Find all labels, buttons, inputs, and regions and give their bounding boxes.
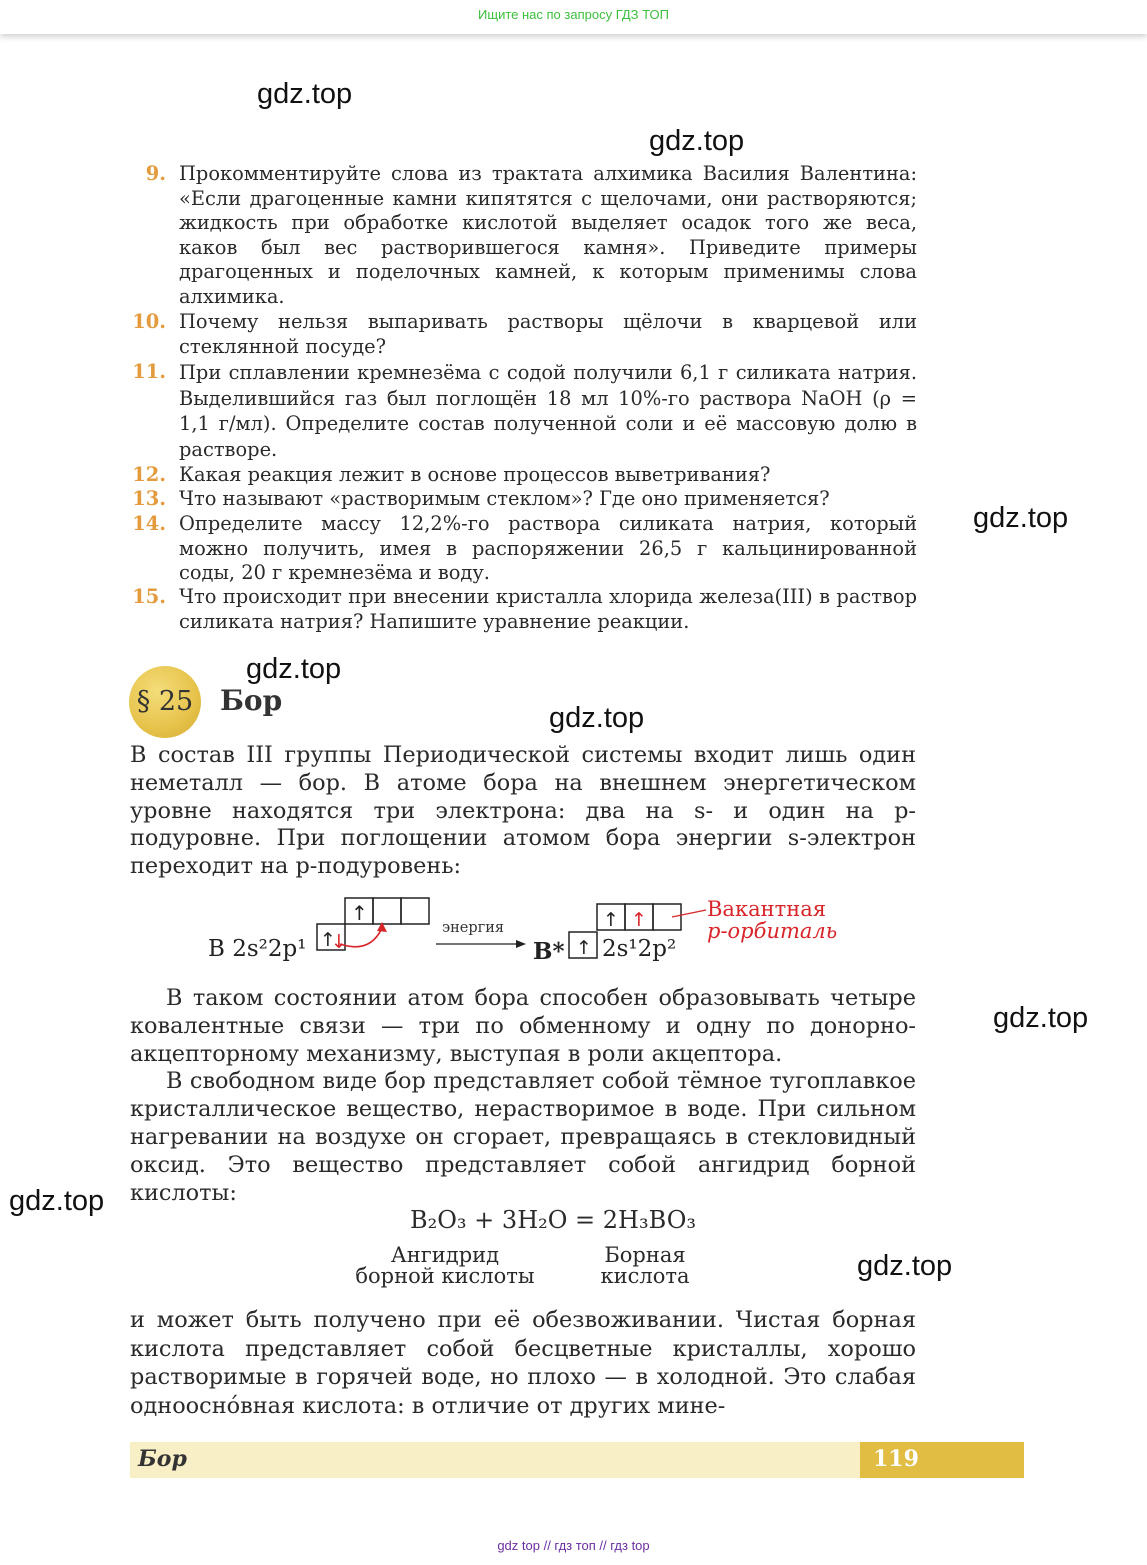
vacant-label bbox=[707, 898, 837, 942]
energy-arrowhead-icon bbox=[516, 940, 526, 948]
question-text: Определите массу 12,2%-го раствора силиката натрия, который можно получить, имея в распоряжении 26,5 г кальцинированной соды, 20 г кремнезёма и воду. bbox=[179, 512, 917, 585]
watermark: gdz.top bbox=[993, 1002, 1089, 1034]
left-config-label: B 2s²2p¹ bbox=[208, 936, 307, 962]
equation-label-left bbox=[345, 1245, 545, 1287]
vacant-label-line1: Вакантная bbox=[707, 897, 826, 921]
equation-label-right bbox=[590, 1245, 700, 1287]
b-star-label: B* bbox=[533, 938, 565, 965]
vacant-pointer-line bbox=[672, 910, 706, 917]
watermark: gdz.top bbox=[549, 702, 645, 734]
question-number: 9. bbox=[145, 162, 166, 185]
watermark: gdz.top bbox=[246, 653, 342, 685]
watermark: gdz.top bbox=[973, 502, 1069, 534]
eq-label-left-line1: Ангидрид bbox=[390, 1243, 500, 1267]
down-arrow-icon: ↓ bbox=[331, 931, 347, 953]
up-arrow-icon: ↑ bbox=[320, 929, 336, 951]
up-arrow-icon: ↑ bbox=[351, 901, 368, 925]
section-badge: § 25 bbox=[129, 666, 201, 738]
watermark: gdz.top bbox=[257, 78, 353, 110]
paragraph-3-text: и может быть получено при её обезвоживании. Чистая борная кислота представляет собой бесцветные кристаллы, хорошо растворимые в горячей воде, но плохо — в холодной. Это слабая одноосно́вная кислота: в отличие от других мине- bbox=[130, 1307, 916, 1419]
section-title: Бор bbox=[220, 684, 283, 717]
watermark: gdz.top bbox=[649, 125, 745, 157]
eq-label-right-line2: кислота bbox=[600, 1264, 690, 1288]
top-banner: Ищите нас по запросу ГДЗ ТОП bbox=[0, 0, 1147, 34]
question-number: 11. bbox=[132, 360, 166, 383]
question-text: Почему нельзя выпаривать растворы щёлочи в кварцевой или стеклянной посуде? bbox=[179, 310, 917, 358]
question-number: 14. bbox=[132, 512, 166, 535]
paragraph-1 bbox=[130, 985, 916, 1207]
question-text: При сплавлении кремнезёма с содой получили 6,1 г силиката натрия. Выделившийся газ был поглощён 18 мл 10%-го раствора NaOH (ρ = 1,1 г/мл). Определите состав полученной соли и её массовую долю в растворе. bbox=[179, 361, 917, 461]
watermark: gdz.top bbox=[857, 1250, 953, 1282]
question-number: 10. bbox=[132, 310, 166, 333]
vacant-label-line2: p-орбиталь bbox=[707, 919, 838, 943]
eq-label-right-line1: Борная bbox=[604, 1243, 686, 1267]
up-arrow-icon: ↑ bbox=[603, 909, 619, 931]
paragraph-1-text: В таком состоянии атом бора способен образовывать четыре ковалентные связи — три по обменному и одну по донорно-акцепторному механизму, выступая в роли акцептора. bbox=[130, 985, 916, 1067]
page-number: 119 bbox=[873, 1446, 919, 1472]
question-number: 13. bbox=[132, 487, 166, 510]
chemical-equation: B₂O₃ + 3H₂O = 2H₃BO₃ bbox=[410, 1206, 696, 1234]
question-text: Что происходит при внесении кристалла хлорида железа(III) в раствор силиката натрия? Напишите уравнение реакции. bbox=[179, 585, 917, 633]
footer-bar bbox=[130, 1442, 860, 1478]
question-number: 12. bbox=[132, 463, 166, 486]
intro-paragraph bbox=[130, 742, 916, 881]
question-text: Прокомментируйте слова из трактата алхимика Василия Валентина: «Если драгоценные камни кипятятся с щелочами, они растворяются; жидкость при обработке кислотой выделяет осадок того же веса, каков был вес растворившегося камня». Приведите примеры драгоценных и поделочных камней, к которым применимы слова алхимика. bbox=[179, 162, 917, 308]
up-arrow-icon: ↑ bbox=[576, 937, 592, 959]
eq-label-left-line2: борной кислоты bbox=[355, 1264, 535, 1288]
question-text: Что называют «растворимым стеклом»? Где оно применяется? bbox=[179, 487, 830, 510]
bottom-links[interactable]: gdz top // гдз топ // гдз top bbox=[497, 1538, 650, 1553]
orbital-diagram bbox=[200, 892, 860, 976]
right-config-label: 2s¹2p² bbox=[602, 936, 677, 962]
footer-title: Бор bbox=[138, 1446, 187, 1472]
question-number: 15. bbox=[132, 585, 166, 608]
paragraph-2-text: В свободном виде бор представляет собой тёмное тугоплавкое кристаллическое вещество, нерастворимое в воде. При сильном нагревании на воздухе он сгорает, превращаясь в стекловидный оксид. Это вещество представляет собой ангидрид борной кислоты: bbox=[130, 1068, 916, 1206]
intro-text: В состав III группы Периодической системы входит лишь один неметалл — бор. В атоме бора на внешнем энергетическом уровне находятся три электрона: два на s- и один на p-подуровне. При поглощении атомом бора энергии s-электрон переходит на p-подуровень: bbox=[130, 742, 916, 880]
paragraph-3 bbox=[130, 1306, 916, 1420]
up-arrow-icon: ↑ bbox=[631, 909, 647, 931]
watermark: gdz.top bbox=[9, 1185, 105, 1217]
energy-label: энергия bbox=[442, 920, 505, 936]
question-text: Какая реакция лежит в основе процессов выветривания? bbox=[179, 463, 771, 486]
